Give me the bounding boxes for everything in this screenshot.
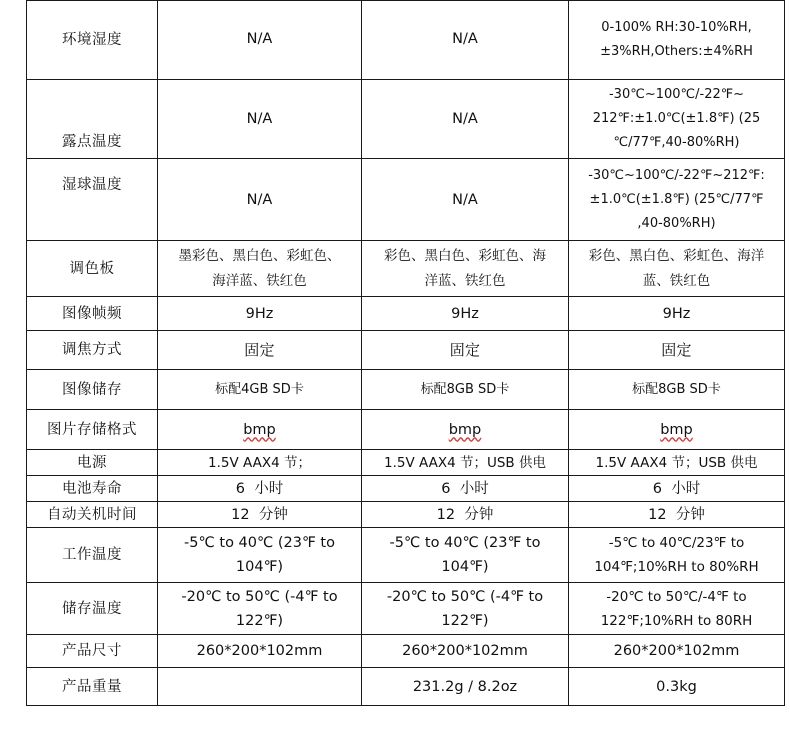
cell-model-3: 固定 bbox=[569, 331, 785, 370]
row-label: 图像储存 bbox=[27, 370, 158, 410]
table-row bbox=[27, 370, 785, 410]
format-text: bmp bbox=[243, 421, 276, 438]
cell-model-2: 9Hz bbox=[362, 297, 569, 331]
table-row bbox=[27, 159, 785, 241]
cell-model-2: 固定 bbox=[362, 331, 569, 370]
cell-model-3: -5℃ to 40℃/23℉ to 104℉;10%RH to 80%RH bbox=[569, 528, 785, 583]
row-label: 调色板 bbox=[27, 241, 158, 297]
table-row bbox=[27, 476, 785, 502]
cell-model-3 bbox=[569, 410, 785, 450]
cell-model-2: 231.2g / 8.2oz bbox=[362, 668, 569, 706]
table-row bbox=[27, 502, 785, 528]
cell-model-3: -20℃ to 50℃/-4℉ to 122℉;10%RH to 80RH bbox=[569, 583, 785, 635]
cell-model-1: 260*200*102mm bbox=[158, 635, 362, 668]
table-row bbox=[27, 297, 785, 331]
cell-model-1: 墨彩色、黑白色、彩虹色、 海洋蓝、铁红色 bbox=[158, 241, 362, 297]
cell-model-1: 6 小时 bbox=[158, 476, 362, 502]
row-label: 图像帧频 bbox=[27, 297, 158, 331]
cell-model-2: 6 小时 bbox=[362, 476, 569, 502]
cell-model-1: 9Hz bbox=[158, 297, 362, 331]
cell-model-1 bbox=[158, 668, 362, 706]
cell-model-1: -5℃ to 40℃ (23℉ to 104℉) bbox=[158, 528, 362, 583]
row-label: 调焦方式 bbox=[27, 331, 158, 370]
cell-model-2: -5℃ to 40℃ (23℉ to 104℉) bbox=[362, 528, 569, 583]
cell-model-2: 标配8GB SD卡 bbox=[362, 370, 569, 410]
row-label: 产品重量 bbox=[27, 668, 158, 706]
cell-model-3: 彩色、黑白色、彩虹色、海洋 蓝、铁红色 bbox=[569, 241, 785, 297]
cell-model-2: 12 分钟 bbox=[362, 502, 569, 528]
cell-model-2: N/A bbox=[362, 159, 569, 241]
format-text: bmp bbox=[660, 421, 693, 438]
cell-model-1: N/A bbox=[158, 159, 362, 241]
row-label: 湿球温度 bbox=[27, 159, 158, 241]
cell-model-3: 260*200*102mm bbox=[569, 635, 785, 668]
table-row bbox=[27, 1, 785, 80]
cell-model-1: 标配4GB SD卡 bbox=[158, 370, 362, 410]
table-row bbox=[27, 450, 785, 476]
row-label: 图片存储格式 bbox=[27, 410, 158, 450]
row-label: 工作温度 bbox=[27, 528, 158, 583]
row-label: 产品尺寸 bbox=[27, 635, 158, 668]
table-row bbox=[27, 80, 785, 159]
table-row bbox=[27, 528, 785, 583]
cell-model-2: 260*200*102mm bbox=[362, 635, 569, 668]
cell-model-3: 12 分钟 bbox=[569, 502, 785, 528]
cell-model-1: 1.5V AAX4 节； bbox=[158, 450, 362, 476]
table-row bbox=[27, 241, 785, 297]
row-label: 环境湿度 bbox=[27, 1, 158, 80]
format-text: bmp bbox=[448, 421, 482, 438]
table-row bbox=[27, 410, 785, 450]
cell-model-3: 6 小时 bbox=[569, 476, 785, 502]
row-label: 电源 bbox=[27, 450, 158, 476]
cell-model-2: 彩色、黑白色、彩虹色、海 洋蓝、铁红色 bbox=[362, 241, 569, 297]
cell-model-1 bbox=[158, 410, 362, 450]
cell-model-3: 1.5V AAX4 节；USB 供电 bbox=[569, 450, 785, 476]
spec-table bbox=[26, 0, 785, 706]
cell-model-3: 标配8GB SD卡 bbox=[569, 370, 785, 410]
cell-model-1: N/A bbox=[158, 1, 362, 80]
cell-model-3: 0-100% RH:30-10%RH, ±3%RH,Others:±4%RH bbox=[569, 1, 785, 80]
cell-model-2: -20℃ to 50℃ (-4℉ to 122℉) bbox=[362, 583, 569, 635]
table-row bbox=[27, 668, 785, 706]
cell-model-2: 1.5V AAX4 节；USB 供电 bbox=[362, 450, 569, 476]
cell-model-1: 12 分钟 bbox=[158, 502, 362, 528]
cell-model-1: 固定 bbox=[158, 331, 362, 370]
cell-model-3: -30℃~100℃/-22℉~212℉: ±1.0℃(±1.8℉) (25℃/77℉ ,40-80%RH) bbox=[569, 159, 785, 241]
cell-model-3: -30℃~100℃/-22℉~ 212℉:±1.0℃(±1.8℉) (25 ℃/77℉,40-80%RH) bbox=[569, 80, 785, 159]
cell-model-3: 0.3kg bbox=[569, 668, 785, 706]
row-label: 自动关机时间 bbox=[27, 502, 158, 528]
table-row bbox=[27, 635, 785, 668]
row-label: 露点温度 bbox=[27, 80, 158, 159]
cell-model-2: N/A bbox=[362, 80, 569, 159]
table-row bbox=[27, 331, 785, 370]
row-label: 电池寿命 bbox=[27, 476, 158, 502]
cell-model-3: 9Hz bbox=[569, 297, 785, 331]
cell-model-2 bbox=[362, 410, 569, 450]
row-label: 储存温度 bbox=[27, 583, 158, 635]
cell-model-2: N/A bbox=[362, 1, 569, 80]
cell-model-1: -20℃ to 50℃ (-4℉ to 122℉) bbox=[158, 583, 362, 635]
cell-model-1: N/A bbox=[158, 80, 362, 159]
table-row bbox=[27, 583, 785, 635]
